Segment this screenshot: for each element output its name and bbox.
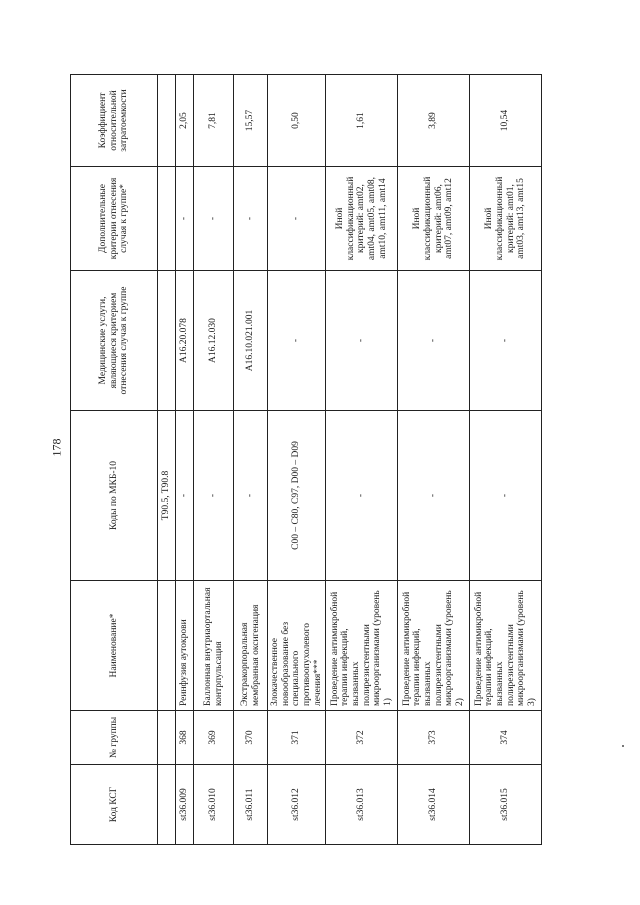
header-group: № группы [71, 711, 158, 765]
cell-mkb: C00 – C80, C97, D00 – D09 [268, 411, 326, 581]
cell-group: 373 [398, 711, 470, 765]
cell-extra: - [268, 167, 326, 271]
cell-coef: 3,89 [398, 75, 470, 167]
cell-code: st36.010 [194, 765, 234, 845]
header-mkb: Коды по МКБ-10 [71, 411, 158, 581]
cell-coef: 1,61 [326, 75, 398, 167]
cell-code: st36.014 [398, 765, 470, 845]
table-row [398, 75, 470, 845]
cell-code: st36.013 [326, 765, 398, 845]
cell-group: 369 [194, 711, 234, 765]
cell-extra: Иной классификационный критерий: amt01, amt03, amt13, amt15 [470, 167, 542, 271]
scan-artifact [622, 745, 624, 747]
cell-group: 374 [470, 711, 542, 765]
cell-services: A16.12.030 [194, 271, 234, 411]
cell-empty [158, 711, 176, 765]
cell-group: 372 [326, 711, 398, 765]
cell-empty [158, 581, 176, 711]
page-number: 178 [49, 438, 64, 457]
cell-empty [158, 75, 176, 167]
cell-code: st36.009 [176, 765, 194, 845]
cell-empty [158, 765, 176, 845]
cell-coef: 7,81 [194, 75, 234, 167]
cell-mkb: - [470, 411, 542, 581]
cell-name: Экстракорпоральная мембранная оксигенация [234, 581, 268, 711]
cell-name: Баллонная внутриаортальная контрпульсация [194, 581, 234, 711]
header-extra: Дополнительные критерии отнесения случая к группе* [71, 167, 158, 271]
cell-name: Проведение антимикробной терапии инфекций, вызванных полирезистентными микроорганизмами (уровень 2) [398, 581, 470, 711]
cell-services: - [470, 271, 542, 411]
cell-services: - [268, 271, 326, 411]
header-name: Наименование* [71, 581, 158, 711]
cell-mkb: - [234, 411, 268, 581]
header-code: Код КСГ [71, 765, 158, 845]
cell-name: Реинфузия аутокрови [176, 581, 194, 711]
cell-mkb: - [326, 411, 398, 581]
cell-code: st36.015 [470, 765, 542, 845]
header-coef: Коэффициент относительной затратоемкости [71, 75, 158, 167]
cell-code: st36.012 [268, 765, 326, 845]
continuation-mkb: T90.5, T90.8 [158, 411, 176, 581]
ksg-table [70, 74, 542, 845]
cell-services: - [326, 271, 398, 411]
cell-name: Злокачественное новообразование без специального противоопухолевого лечения*** [268, 581, 326, 711]
cell-extra: - [176, 167, 194, 271]
cell-services: - [398, 271, 470, 411]
table-row [194, 75, 234, 845]
cell-extra: Иной классификационный критерий: amt06, amt07, amt09, amt12 [398, 167, 470, 271]
cell-coef: 2,05 [176, 75, 194, 167]
cell-code: st36.011 [234, 765, 268, 845]
cell-services: A16.10.021.001 [234, 271, 268, 411]
rotated-table-container [70, 75, 630, 845]
cell-coef: 15,57 [234, 75, 268, 167]
cell-services: A16.20.078 [176, 271, 194, 411]
cell-coef: 0,50 [268, 75, 326, 167]
cell-coef: 10,54 [470, 75, 542, 167]
cell-mkb: - [176, 411, 194, 581]
table-header-row [71, 75, 158, 845]
cell-name: Проведение антимикробной терапии инфекций, вызванных полирезистентными микроорганизмами (уровень 1) [326, 581, 398, 711]
table-row [326, 75, 398, 845]
cell-extra: Иной классификационный критерий: amt02, amt04, amt05, amt08, amt10, amt11, amt14 [326, 167, 398, 271]
table-row [176, 75, 194, 845]
cell-group: 371 [268, 711, 326, 765]
cell-group: 368 [176, 711, 194, 765]
cell-extra: - [194, 167, 234, 271]
cell-mkb: - [398, 411, 470, 581]
table-row [268, 75, 326, 845]
table-row [234, 75, 268, 845]
cell-mkb: - [194, 411, 234, 581]
continuation-row [158, 75, 176, 845]
table-row [470, 75, 542, 845]
cell-extra: - [234, 167, 268, 271]
header-services: Медицинские услуги, являющиеся критерием отнесения случая к группе [71, 271, 158, 411]
cell-empty [158, 271, 176, 411]
cell-empty [158, 167, 176, 271]
cell-group: 370 [234, 711, 268, 765]
cell-name: Проведение антимикробной терапии инфекций, вызванных полирезистентными микроорганизмами (уровень 3) [470, 581, 542, 711]
